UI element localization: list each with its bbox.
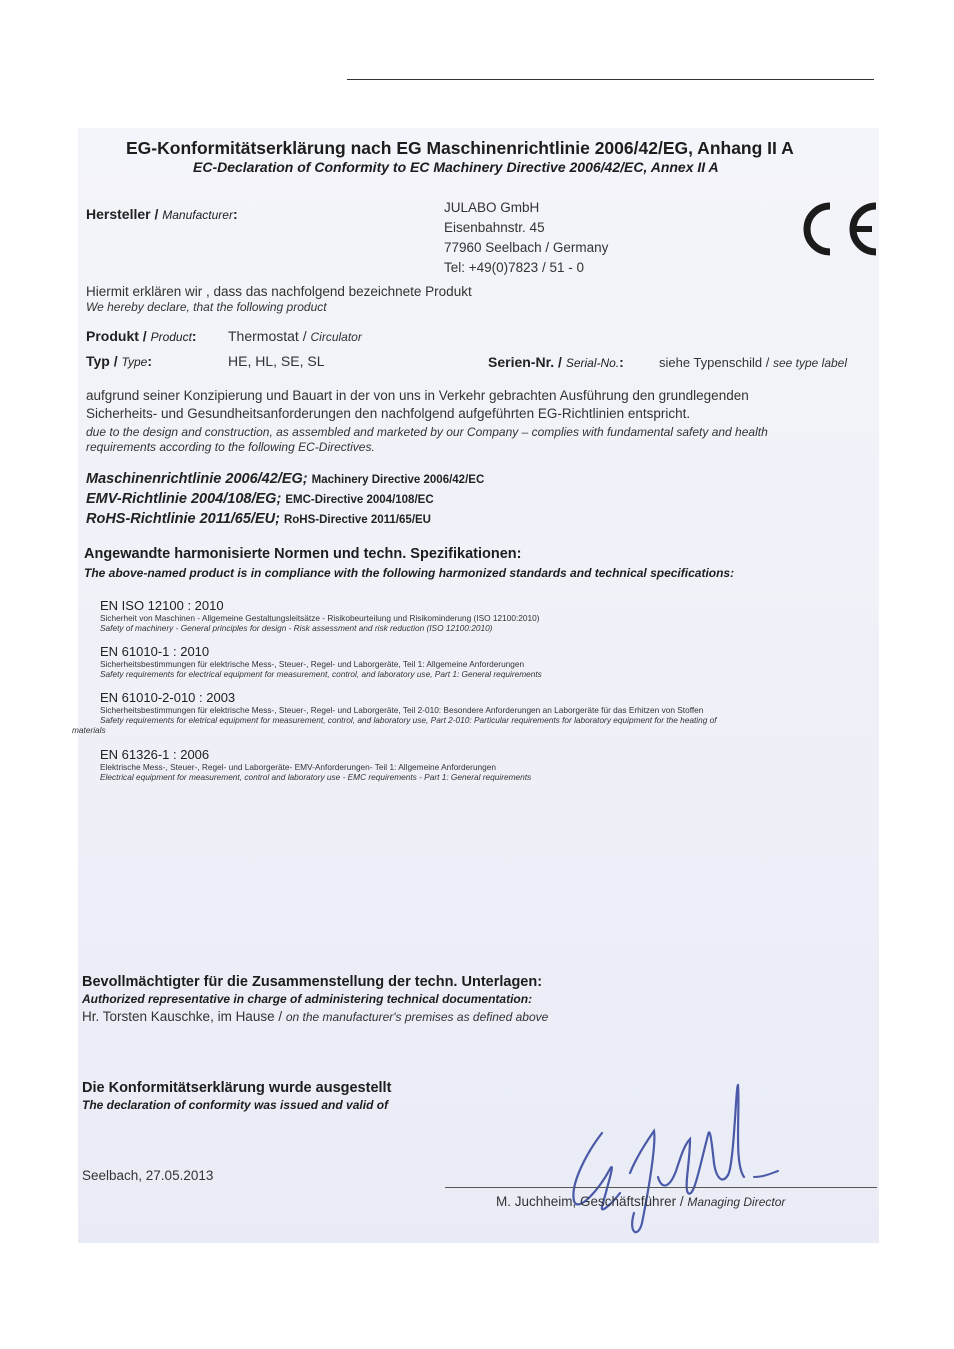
representative-heading-de: Bevollmächtigter für die Zusammenstellung der techn. Unterlagen: <box>82 974 543 990</box>
product-value: Thermostat / Circulator <box>228 328 362 344</box>
signature-line <box>445 1187 877 1188</box>
directive-item: EMV-Richtlinie 2004/108/EG; EMC-Directive 2004/108/EC <box>86 491 434 507</box>
standard-item: EN 61010-1 : 2010 Sicherheitsbestimmungen für elektrische Mess-, Steuer-, Regel- und Laborgeräte, Teil 1: Allgemeine Anforderungen Safety requirements for electrical equipment for measurement, control, and laboratory use, Part 1: General requirements <box>100 644 542 679</box>
serial-label: Serien-Nr. / Serial-No.: <box>488 354 624 370</box>
standards-heading-en: The above-named product is in compliance with the following harmonized standards and technical specifications: <box>84 566 735 580</box>
standard-item: EN ISO 12100 : 2010 Sicherheit von Maschinen - Allgemeine Gestaltungsleitsätze - Risikobeurteilung und Risikominderung (ISO 12100:2010) Safety of machinery - General principles for design - Risk assessment and risk reduction (ISO 12100:2010) <box>100 598 540 633</box>
title-en: EC-Declaration of Conformity to EC Machinery Directive 2006/42/EC, Annex II A <box>193 159 719 175</box>
representative-heading-en: Authorized representative in charge of administering technical documentation: <box>82 992 533 1006</box>
compliance-de: aufgrund seiner Konzipierung und Bauart in der von uns in Verkehr gebrachten Ausführung den grundlegenden Sicherheits- und Gesundheitsanforderungen den nachfolgend aufgeführten EG-Richtlinien entspricht. <box>86 388 749 421</box>
standard-item: EN 61326-1 : 2006 Elektrische Mess-, Steuer-, Regel- und Laborgeräte- EMV-Anforderungen- Teil 1: Allgemeine Anforderungen Electrical equipment for measurement, control and laboratory use - EMC requirements - Part 1: General requirements <box>100 747 532 782</box>
header-rule <box>347 79 874 80</box>
manufacturer-label: Hersteller / Manufacturer: <box>86 206 238 222</box>
place-date: Seelbach, 27.05.2013 <box>82 1168 214 1183</box>
standard-item: EN 61010-2-010 : 2003 Sicherheitsbestimmungen für elektrische Mess-, Steuer-, Regel- und Laborgeräte, Teil 2-010: Besondere Anforderungen an Laborgeräte für das Erhitzen von Stoffen Safety requirements for eletrical equipment for measurement, control, and laboratory use, Part 2-010: Particular requirements for laboratory equipment for the heating of materials <box>72 690 717 735</box>
type-label: Typ / Type: <box>86 353 152 369</box>
ce-mark-icon <box>796 200 880 258</box>
signatory: M. Juchheim, Geschäftsführer / Managing Director <box>496 1194 786 1209</box>
manufacturer-address: JULABO GmbH Eisenbahnstr. 45 77960 Seelbach / Germany Tel: +49(0)7823 / 51 - 0 <box>444 200 609 275</box>
signature-icon <box>558 1073 788 1243</box>
directive-list <box>86 470 484 530</box>
issued-heading-en: The declaration of conformity was issued and valid of <box>82 1098 389 1112</box>
declare-en: We hereby declare, that the following product <box>86 300 327 314</box>
type-value: HE, HL, SE, SL <box>228 353 325 369</box>
standards-heading-de: Angewandte harmonisierte Normen und techn. Spezifikationen: <box>84 546 522 562</box>
compliance-en: due to the design and construction, as assembled and marketed by our Company – complies with fundamental safety and health requirements according to the following EC-Directives. <box>86 425 768 454</box>
declare-de: Hiermit erklären wir , dass das nachfolgend bezeichnete Produkt <box>86 284 472 299</box>
declaration-scan <box>72 128 879 1243</box>
directive-item: Maschinenrichtlinie 2006/42/EG; Machinery Directive 2006/42/EC <box>86 471 485 487</box>
product-label: Produkt / Product: <box>86 328 197 344</box>
issued-heading-de: Die Konformitätserklärung wurde ausgestellt <box>82 1080 392 1096</box>
serial-value: siehe Typenschild / see type label <box>659 355 848 370</box>
directive-item: RoHS-Richtlinie 2011/65/EU; RoHS-Directive 2011/65/EU <box>86 511 431 527</box>
representative-name: Hr. Torsten Kauschke, im Hause / on the manufacturer's premises as defined above <box>82 1009 549 1024</box>
title-de: EG-Konformitätserklärung nach EG Maschinenrichtlinie 2006/42/EG, Anhang II A <box>126 138 794 158</box>
